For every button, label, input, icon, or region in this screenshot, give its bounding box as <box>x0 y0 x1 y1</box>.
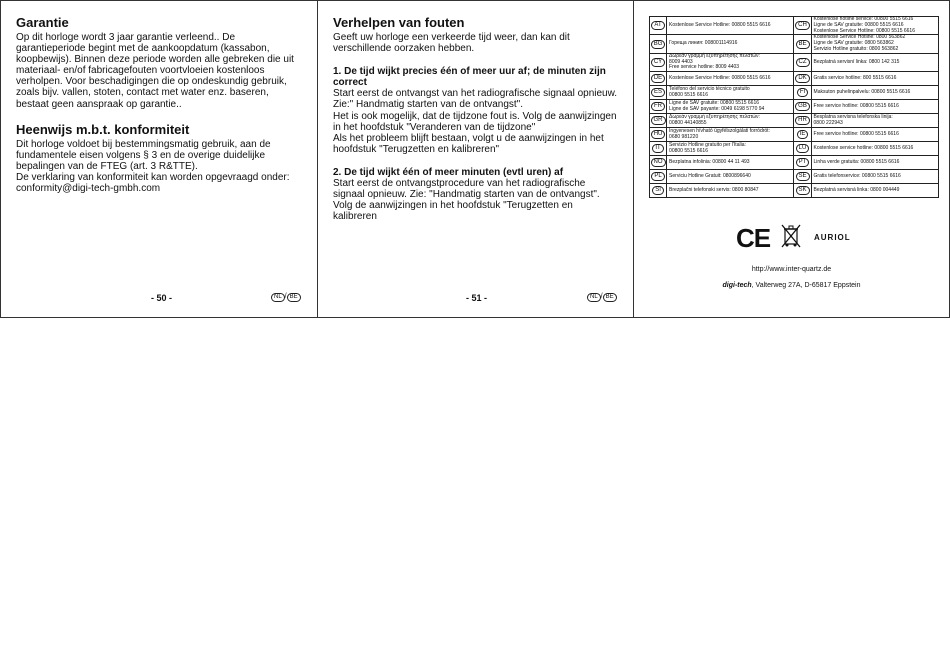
country-code-cell <box>650 53 667 71</box>
hotline-text-cell: Linha verde gratuita: 00800 5515 6616 <box>811 156 938 170</box>
hotline-text-cell: Δωρεάν γραμμή εξυπηρέτησης πελατών: 00800 44140855 <box>667 114 794 128</box>
item2-text: Start eerst de ontvangstprocedure van het radiografische signaal opnieuw. Zie: "Handmatig starten van de ontvangst". Volg de aanwijzingen in het hoofdstuk "Terugzetten en kalibreren <box>333 178 600 223</box>
ce-mark: CE <box>736 223 771 253</box>
country-code-cell <box>650 72 667 86</box>
hotline-row <box>650 53 939 71</box>
country-code-badge: HR <box>795 116 810 125</box>
hotline-text-cell: Bezplatná servisní linka: 0800 142 315 <box>811 53 938 71</box>
country-code-badge: BE <box>796 40 810 49</box>
country-code-cell <box>650 170 667 184</box>
country-code-badge: CY <box>651 58 665 67</box>
hotline-text-cell: Kostenlose service hotline: 00800 5515 6616 <box>811 142 938 156</box>
hotline-row <box>650 170 939 184</box>
logo-row <box>634 223 949 253</box>
country-code-badge: IT <box>652 144 663 153</box>
auriol-logo: AURIOL <box>814 233 851 242</box>
hotline-text-cell: Δωρεάν γραμμή εξυπηρέτησης πελατών: 8009 4403 Free service hotline: 8009 4403 <box>667 53 794 71</box>
page-number: - 50 - <box>151 293 173 303</box>
language-marker: NL / BE <box>587 293 617 302</box>
address-text: , Valterweg 27A, D-65817 Eppstein <box>751 282 861 289</box>
garantie-text: Op dit horloge wordt 3 jaar garantie verleend.. De garantieperiode begint met de aankoopdatum (kassabon, koopbewijs). Binnen deze periode worden alle gebreken die uit materiaal- en/of fabricagefouten voortvloeien kostenloos verholpen. Voor beschadigingen die op ondeskundig gebruik, zoals bijv. vallen, stoten, contact met water enz. baseren, bestaat geen aanspraak op garantie.. <box>16 32 294 110</box>
nl-badge: NL <box>271 293 285 302</box>
country-code-badge: GR <box>651 116 666 125</box>
hotline-text-cell: Ingyenesen hívható ügyfélszolgálati forródrót: 0680 981220 <box>667 128 794 142</box>
konformiteit-text: Dit horloge voldoet bij bestemmingsmatig gebruik, aan de fundamentele eisen volgens § 3 en de overige duidelijke bepalingen van de FTEG (art. 3 R&TTE). <box>16 138 271 172</box>
country-code-cell <box>650 142 667 156</box>
be-badge: BE <box>287 293 301 302</box>
country-code-badge: CH <box>795 21 810 30</box>
language-marker: NL / BE <box>271 293 301 302</box>
hotline-text-cell: Maksuton puhelinpalvelu: 00800 5515 6616 <box>811 86 938 100</box>
country-code-cell <box>650 114 667 128</box>
country-code-badge: FR <box>651 102 665 111</box>
country-code-badge: BG <box>651 40 666 49</box>
country-code-badge: CZ <box>796 58 810 67</box>
item2-title: 2. De tijd wijkt één of meer minuten (evtl uren) af <box>333 166 564 178</box>
country-code-badge: AT <box>651 21 664 30</box>
hotline-text-cell: Brezplačni telefonski servis: 0800 80847 <box>667 184 794 198</box>
country-code-cell <box>794 17 811 35</box>
country-code-cell <box>794 86 811 100</box>
hotline-text-cell: Kostenlose Service Hotline: 00800 5515 6616 <box>667 72 794 86</box>
item1-line2: Zie:" Handmatig starten van de ontvangst". <box>333 99 523 111</box>
country-code-badge: NO <box>651 158 666 167</box>
hotline-text-cell: Teléfono del servicio técnico gratuito 00800 5515 6616 <box>667 86 794 100</box>
page-51 <box>317 0 633 318</box>
conformity-email: conformity@digi-tech-gmbh.com <box>16 183 161 195</box>
hotline-row <box>650 114 939 128</box>
country-code-cell <box>794 53 811 71</box>
country-code-badge: IE <box>797 130 809 139</box>
country-code-badge: DK <box>795 74 809 83</box>
hotline-row <box>650 86 939 100</box>
country-code-badge: HU <box>651 130 666 139</box>
country-code-cell <box>794 114 811 128</box>
page-number: - 51 - <box>466 293 488 303</box>
hotline-row <box>650 17 939 35</box>
konformiteit-heading: Heenwijs m.b.t. konformiteit <box>16 121 190 137</box>
company-address <box>634 282 949 289</box>
country-code-badge: SE <box>796 172 810 181</box>
hotline-row <box>650 100 939 114</box>
nl-badge: NL <box>587 293 601 302</box>
country-code-cell <box>794 184 811 198</box>
country-code-cell <box>650 17 667 35</box>
crossed-bin-icon <box>780 223 802 249</box>
brand-name: digi-tech <box>722 282 752 289</box>
item1-line4: Als het probleem blijft bestaan, volgt u de aanwijzingen in het hoofdstuk "Terugzetten en kalibreren" <box>333 132 604 155</box>
page-50 <box>0 0 317 318</box>
hotline-text-cell: Servizio Hotline gratuito per l'Italia: 00800 5515 6616 <box>667 142 794 156</box>
country-code-badge: FI <box>797 88 808 97</box>
hotline-row <box>650 142 939 156</box>
fouten-heading: Verhelpen van fouten <box>333 15 465 30</box>
country-code-badge: GB <box>795 102 810 111</box>
country-code-cell <box>650 35 667 53</box>
hotline-text-cell: Serviciu Hotline Gratuit: 0800896640 <box>667 170 794 184</box>
country-code-cell <box>794 72 811 86</box>
konformiteit-request-text: De verklaring van konformiteit kan worden opgevraagd onder: <box>16 171 290 183</box>
website-url: http://www.inter-quartz.de <box>751 266 832 273</box>
country-code-badge: PL <box>651 172 664 181</box>
hotline-text-cell: Kostenlose hotline service: 00800 5515 6616 Ligne de SAV gratuite: 00800 5515 6616 Kostenlose Service Hotline: 00800 5515 6616 <box>811 17 938 35</box>
country-code-cell <box>794 142 811 156</box>
country-code-cell <box>794 128 811 142</box>
hotline-row <box>650 128 939 142</box>
country-code-cell <box>794 35 811 53</box>
be-badge: BE <box>603 293 617 302</box>
country-code-badge: ES <box>651 88 665 97</box>
country-code-cell <box>794 170 811 184</box>
country-code-badge: DE <box>651 74 665 83</box>
country-code-badge: PT <box>796 158 810 167</box>
fouten-intro: Geeft uw horloge een verkeerde tijd weer, dan kan dit verschillende oorzaken hebben. <box>333 32 570 55</box>
hotline-text-cell: Gratis service hotline: 800 5515 6616 <box>811 72 938 86</box>
country-code-cell <box>650 156 667 170</box>
hotline-row <box>650 184 939 198</box>
item1-title: 1. De tijd wijkt precies één of meer uur af; de minuten zijn correct <box>333 66 606 89</box>
garantie-heading: Garantie <box>16 15 69 30</box>
country-code-badge: LU <box>796 144 810 153</box>
country-code-cell <box>794 100 811 114</box>
country-code-badge: SI <box>652 186 664 195</box>
country-code-cell <box>794 156 811 170</box>
country-code-cell <box>650 100 667 114</box>
country-code-badge: SK <box>796 186 810 195</box>
item1-line1: Start eerst de ontvangst van het radiografische signaal opnieuw. <box>333 88 618 100</box>
hotline-table <box>649 16 939 198</box>
hotline-text-cell: Free service hotline: 00800 5515 6616 <box>811 100 938 114</box>
hotline-text-cell: Bezplatná servisná linka: 0800 004449 <box>811 184 938 198</box>
item1-line3: Het is ook mogelijk, dat de tijdzone fout is. Volg de aanwijzingen in het hoofdstuk "Veranderen van de tijdzone" <box>333 110 617 133</box>
country-code-cell <box>650 86 667 100</box>
hotline-row <box>650 156 939 170</box>
back-page <box>633 0 950 318</box>
hotline-row <box>650 35 939 53</box>
hotline-text-cell: Besplatna servisna telefonska linija: 0800 222943 <box>811 114 938 128</box>
country-code-cell <box>650 184 667 198</box>
hotline-text-cell: Kostenlose Service Hotline: 00800 5515 6616 <box>667 17 794 35</box>
hotline-text-cell: Ligne de SAV gratuite: 00800 5515 6616 Ligne de SAV payante: 0049 6198 5770 94 <box>667 100 794 114</box>
hotline-text-cell: Kostenlose Service Hotline: 0800 563862 Ligne de SAV gratuite: 0800 563862 Servizio Hotline gratuito: 0800 563862 <box>811 35 938 53</box>
hotline-row <box>650 72 939 86</box>
hotline-text-cell: Free service hotline: 00800 5515 6616 <box>811 128 938 142</box>
hotline-text-cell: Гореща линия: 008001114916 <box>667 35 794 53</box>
hotline-text-cell: Bezplatna infolinia: 00800 44 11 493 <box>667 156 794 170</box>
country-code-cell <box>650 128 667 142</box>
hotline-text-cell: Gratis telefonservice: 00800 5515 6616 <box>811 170 938 184</box>
